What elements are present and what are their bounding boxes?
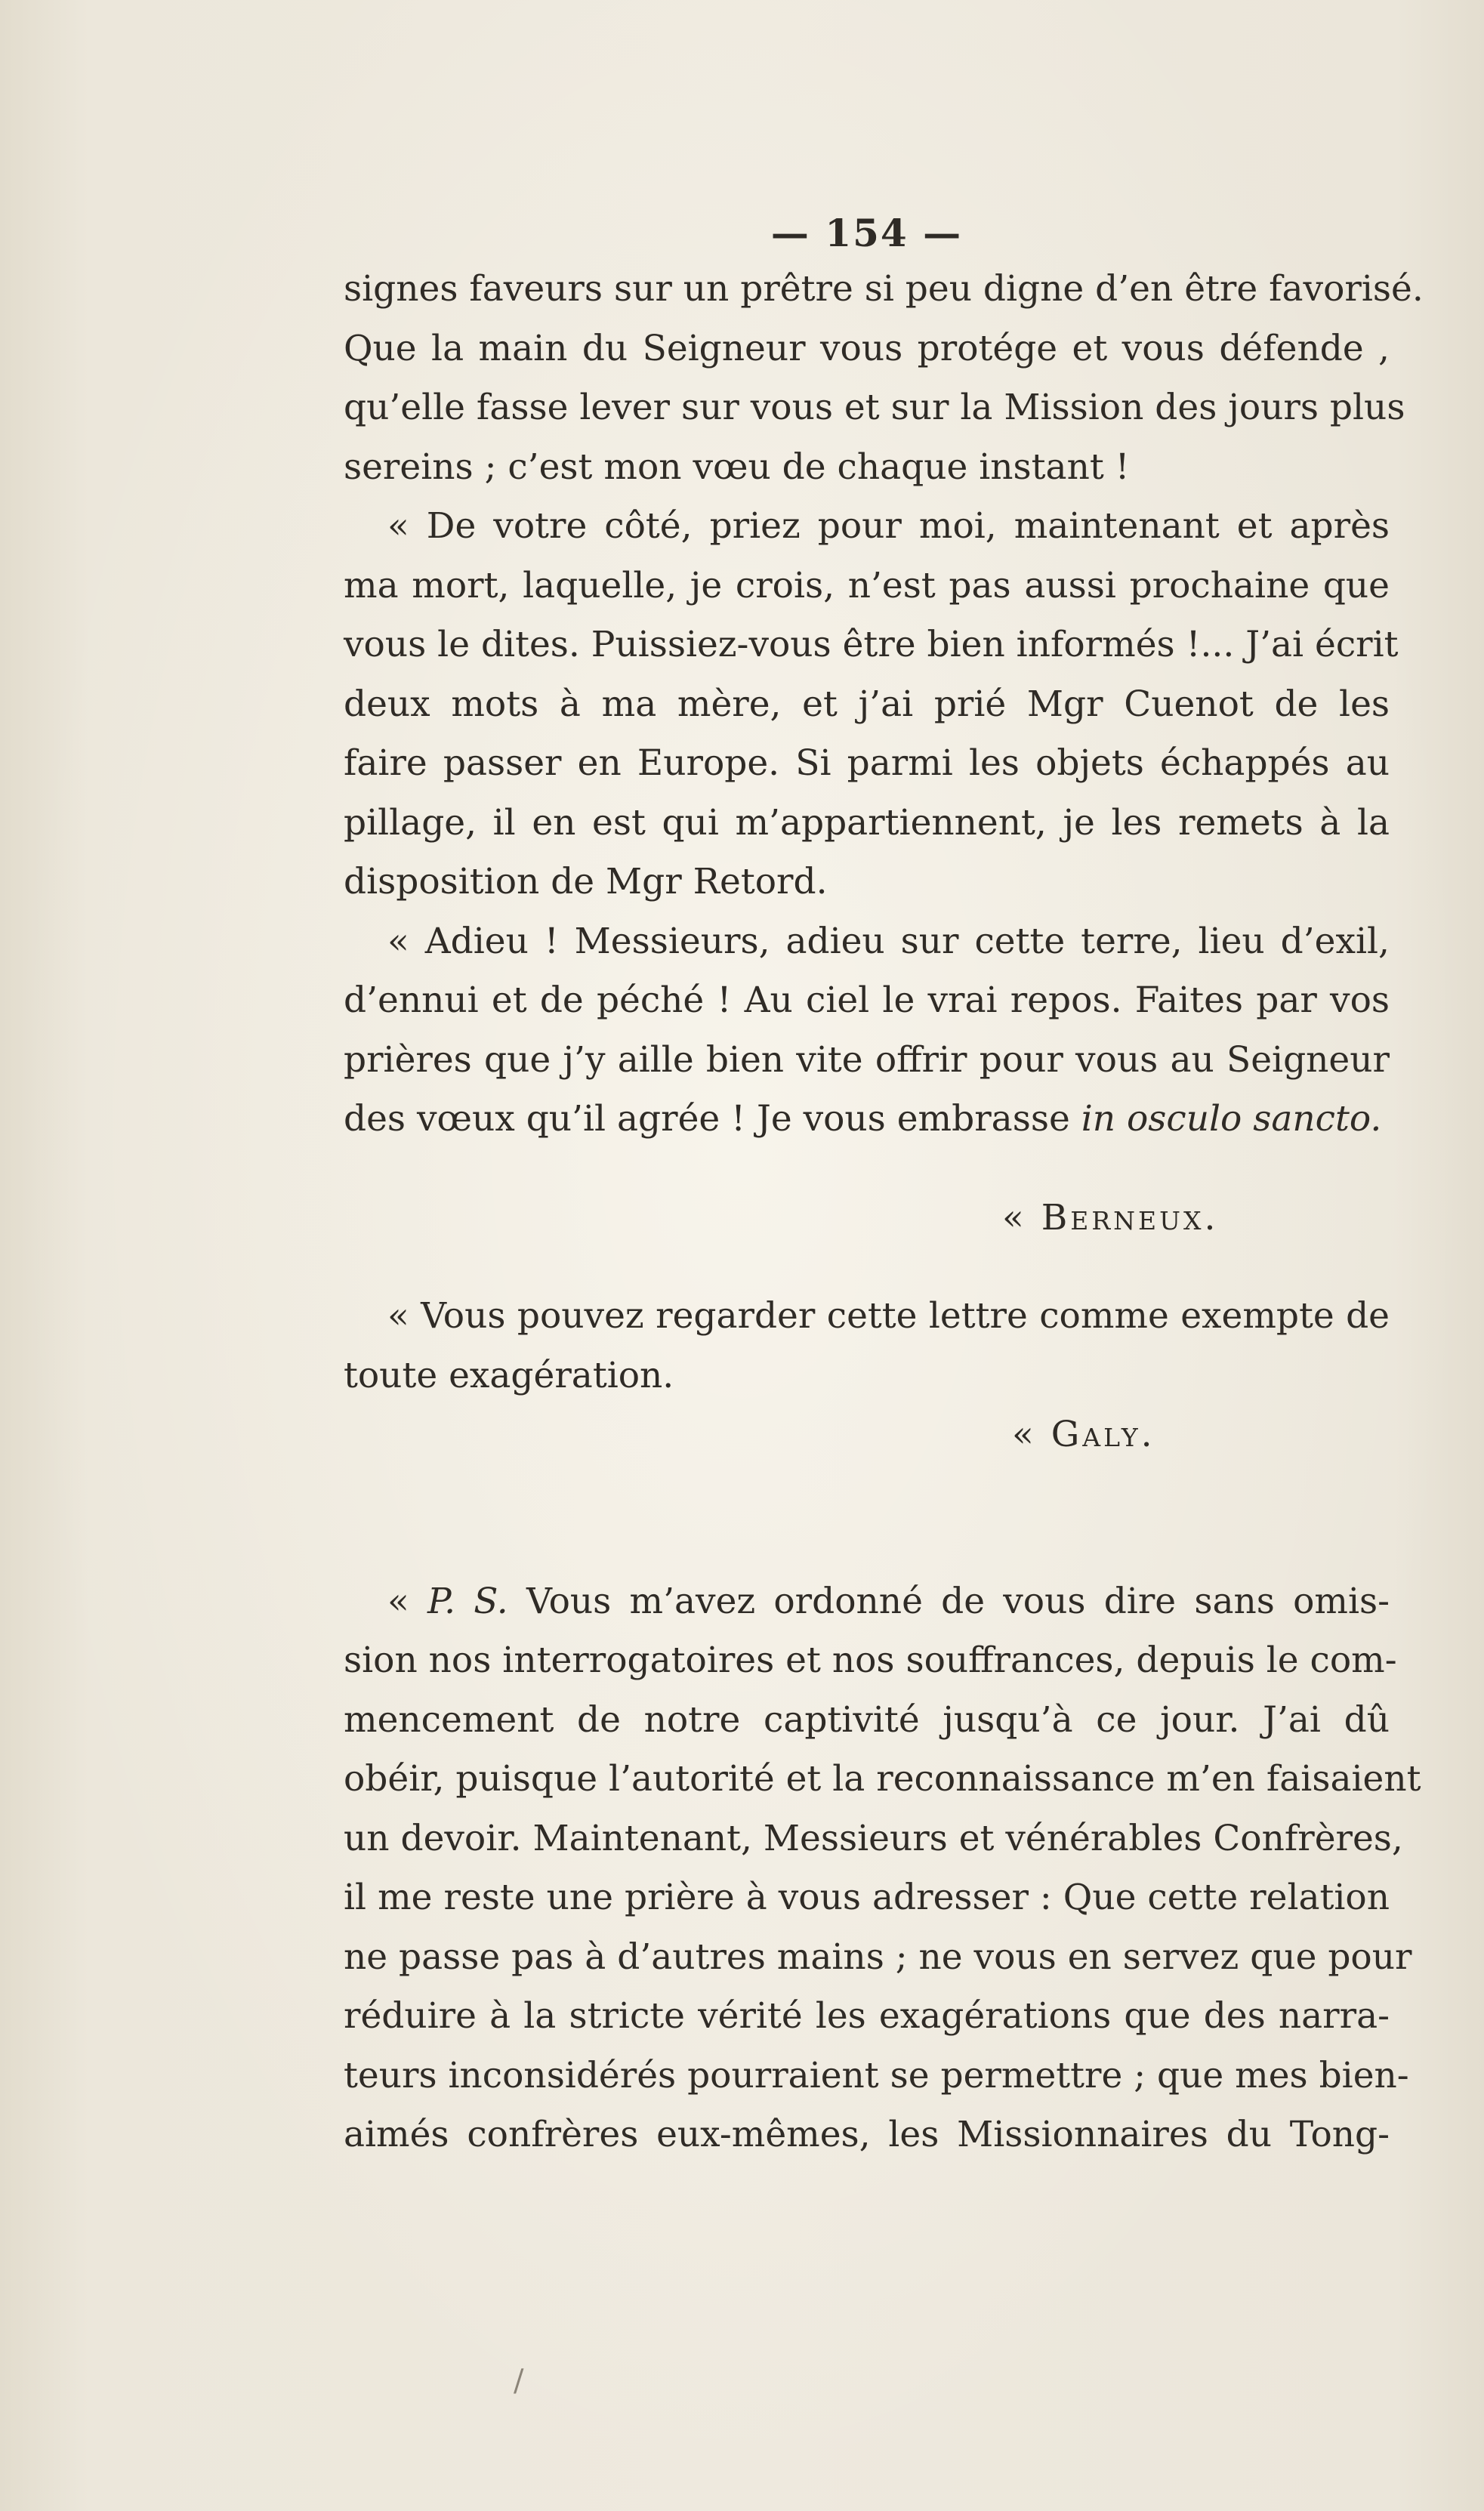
text-line: il me reste une prière à vous adresser : Que cette relation bbox=[344, 1877, 1390, 1918]
pencil-mark: / bbox=[514, 2364, 524, 2398]
postscript-label: P. S. bbox=[427, 1580, 508, 1622]
text-line: toute exagération. bbox=[344, 1354, 674, 1396]
text-line: qu’elle fasse lever sur vous et sur la Mission des jours plus bbox=[344, 387, 1405, 428]
text-line: ne passe pas à d’autres mains ; ne vous en servez que pour bbox=[344, 1936, 1412, 1978]
text-line bbox=[344, 1572, 1390, 1632]
text-line: « De votre côté, priez pour moi, maintenant et après bbox=[387, 505, 1390, 547]
text-line: d’ennui et de péché ! Au ciel le vrai repos. Faites par vos bbox=[344, 979, 1390, 1021]
text-line: « Adieu ! Messieurs, adieu sur cette terre, lieu d’exil, bbox=[387, 920, 1390, 962]
text-line: mencement de notre captivité jusqu’à ce jour. J’ai dû bbox=[344, 1698, 1390, 1741]
text-line: un devoir. Maintenant, Messieurs et vénérables Confrères, bbox=[344, 1817, 1403, 1859]
text-line-rest: Vous m’avez ordonné de vous dire sans omis- bbox=[526, 1580, 1390, 1622]
text-line: obéir, puisque l’autorité et la reconnaissance m’en faisaient bbox=[344, 1758, 1421, 1800]
text-line: faire passer en Europe. Si parmi les objets échappés au bbox=[344, 742, 1390, 784]
text-line: sion nos interrogatoires et nos souffrances, depuis le com- bbox=[344, 1640, 1397, 1681]
text-line: deux mots à ma mère, et j’ai prié Mgr Cuenot de les bbox=[344, 683, 1390, 725]
text-line: « Vous pouvez regarder cette lettre comme exempte de bbox=[387, 1295, 1390, 1337]
text-line: aimés confrères eux-mêmes, les Missionnaires du Tong- bbox=[344, 2114, 1390, 2155]
text-line: teurs inconsidérés pourraient se permettre ; que mes bien- bbox=[344, 2054, 1409, 2096]
text-line: signes faveurs sur un prêtre si peu digne d’en être favorisé. bbox=[344, 268, 1424, 310]
text-line bbox=[344, 1090, 1390, 1149]
text-line: pillage, il en est qui m’appartiennent, je les remets à la bbox=[344, 801, 1390, 844]
text-line: réduire à la stricte vérité les exagérations que des narra- bbox=[344, 1995, 1390, 2037]
signature-berneux: « Berneux. bbox=[1002, 1196, 1219, 1239]
quote-mark: « bbox=[387, 1580, 409, 1622]
page-number: — 154 — bbox=[770, 211, 963, 255]
text-line: ma mort, laquelle, je crois, n’est pas aussi prochaine que bbox=[344, 564, 1390, 606]
page-text bbox=[344, 204, 1424, 2165]
text-line-italic: in osculo sancto. bbox=[1081, 1098, 1382, 1140]
text-line: vous le dites. Puissiez-vous être bien informés !... J’ai écrit bbox=[344, 624, 1399, 665]
text-line: sereins ; c’est mon vœu de chaque instant ! bbox=[344, 446, 1130, 488]
text-line: disposition de Mgr Retord. bbox=[344, 861, 828, 902]
signature-galy: « Galy. bbox=[1012, 1414, 1155, 1455]
text-line-roman: des vœux qu’il agrée ! Je vous embrasse bbox=[344, 1098, 1070, 1140]
text-line: prières que j’y aille bien vite offrir pour vous au Seigneur bbox=[344, 1038, 1390, 1081]
text-line: Que la main du Seigneur vous protége et vous défende , bbox=[344, 327, 1390, 369]
